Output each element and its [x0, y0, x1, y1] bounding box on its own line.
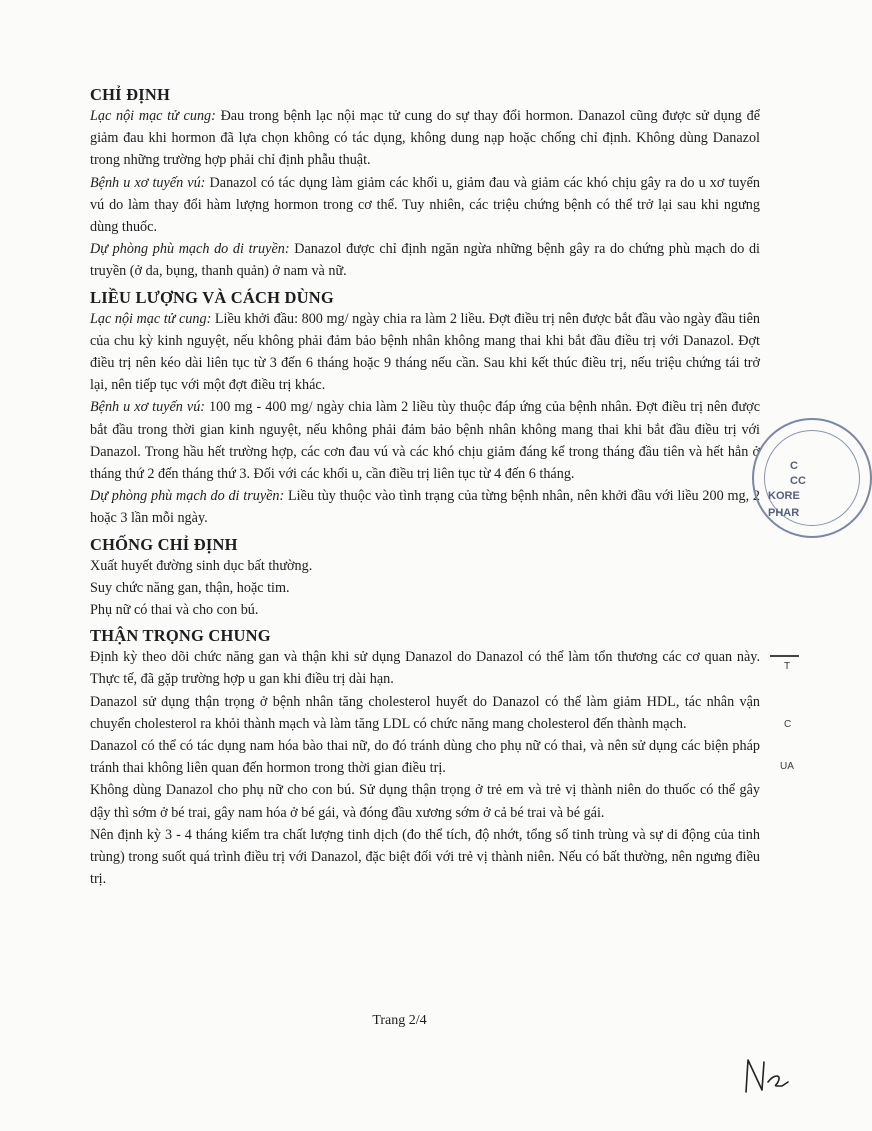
paragraph: [90, 308, 760, 397]
paragraph: Danazol có thể có tác dụng nam hóa bào thai nữ, do đó tránh dùng cho phụ nữ có thai, và nên sử dụng các biện pháp tránh thai không liên quan đến hormon trong thời gian điều trị.: [90, 738, 760, 777]
paragraph: [90, 105, 760, 172]
paragraph: Nên định kỳ 3 - 4 tháng kiểm tra chất lượng tinh dịch (đo thể tích, độ nhớt, tổng số tinh trùng và sự di động của tinh trùng) trong suốt quá trình điều trị với Danazol, đặc biệt đối với trẻ vị thành niên. Nếu có bất thường, nên ngưng điều trị.: [90, 826, 760, 888]
list-item: Xuất huyết đường sinh dục bất thường.: [90, 557, 313, 574]
edge-line: [770, 655, 799, 657]
stamp-text: CC: [790, 475, 806, 487]
inline-label: Bệnh u xơ tuyến vú:: [90, 399, 206, 416]
paragraph-text: Danazol có tác dụng làm giảm các khối u, giảm đau và giảm các khó chịu gây ra do u xơ tuyến vú do làm thay đổi hàm lượng hormon trong cơ thể. Tuy nhiên, các triệu chứng bệnh có thể trở lại sau khi ngưng dùng thuốc.: [90, 174, 761, 236]
inline-label: Lạc nội mạc tử cung:: [90, 108, 216, 124]
paragraph-text: Liều tùy thuộc vào tình trạng của từng bệnh nhân, nên khởi đầu với liều 200 mg, 2 hoặc 3 lần mỗi ngày.: [90, 488, 760, 527]
inline-label: Lạc nội mạc tử cung:: [90, 310, 212, 327]
paragraph-text: Danazol được chỉ định ngăn ngừa những bệnh gây ra do chứng phù mạch do di truyền (ở da, bụng, thanh quản) ở nam và nữ.: [90, 241, 760, 280]
edge-text: T: [784, 661, 791, 672]
edge-text: C: [784, 719, 792, 730]
inline-label: Dự phòng phù mạch do di truyền:: [90, 241, 290, 258]
section-heading-lieu-luong: LIỀU LƯỢNG VÀ CÁCH DÙNG: [90, 287, 334, 307]
document-body: [90, 84, 760, 891]
paragraph: [90, 485, 760, 529]
paragraph-text: Liều khởi đầu: 800 mg/ ngày chia ra làm 2 liều. Đợt điều trị nên được bắt đầu vào ngày đầu tiên của chu kỳ kinh nguyệt, nếu không phải đảm bảo bệnh nhân không mang thai khi bắt đầu điều trị với Danazol. Đợt điều trị nên kéo dài liên tục từ 3 đến 6 tháng hoặc 9 tháng nếu cần. Sau khi kết thúc điều trị, nếu triệu chứng tái trở lại, nên tiếp tục với một đợt điều trị khác.: [90, 310, 760, 394]
paragraph: [90, 172, 760, 239]
signature-mark: [742, 1052, 790, 1098]
paragraph: Định kỳ theo dõi chức năng gan và thận khi sử dụng Danazol do Danazol có thể làm tổn thương các cơ quan này. Thực tế, đã gặp trường hợp u gan khi điều trị dài hạn.: [90, 649, 760, 688]
paragraph: [90, 238, 760, 282]
list-item: Suy chức năng gan, thận, hoặc tim.: [90, 579, 290, 596]
stamp-text: C: [790, 460, 798, 472]
paragraph: Danazol sử dụng thận trọng ở bệnh nhân tăng cholesterol huyết do Danazol có thể làm giảm HDL, tác nhân vận chuyển cholesterol ra khỏi thành mạch và làm tăng LDL có chức năng mang cholesterol đến thành mạch.: [90, 693, 760, 732]
paragraph-text: 100 mg - 400 mg/ ngày chia làm 2 liều tùy thuộc đáp ứng của bệnh nhân. Đợt điều trị nên được bắt đầu trong thời gian kinh nguyệt, nếu không phải đảm bảo bệnh nhân không mang thai khi bắt đầu điều trị với Danazol. Trong hầu hết trường hợp, các cơn đau vú và các khó chịu giảm đáng kể trong tháng đầu tiên và hết hẳn ở tháng thứ 2 đến tháng thứ 3. Đối với các khối u, cần điều trị liên tục từ 4 đến 6 tháng.: [90, 399, 760, 483]
inline-label: Bệnh u xơ tuyến vú:: [90, 174, 206, 191]
paragraph: Không dùng Danazol cho phụ nữ cho con bú. Sử dụng thận trọng ở trẻ em và trẻ vị thành niên do thuốc có thể gây dậy thì sớm ở bé trai, gây nam hóa ở bé gái, và đóng đầu xương sớm ở cả bé trai và bé gái.: [90, 782, 760, 821]
section-heading-chi-dinh: CHỈ ĐỊNH: [90, 85, 170, 104]
stamp-text: KORE: [768, 490, 800, 502]
inline-label: Dự phòng phù mạch do di truyền:: [90, 488, 285, 505]
section-heading-than-trong: THẬN TRỌNG CHUNG: [90, 626, 271, 646]
edge-marks: [768, 655, 799, 780]
page-number: Trang 2/4: [372, 1013, 427, 1028]
paragraph: [90, 396, 760, 485]
section-heading-chong-chi-dinh: CHỐNG CHỈ ĐỊNH: [90, 534, 238, 554]
company-stamp: [752, 418, 872, 538]
edge-text: UA: [780, 761, 794, 772]
list-item: Phụ nữ có thai và cho con bú.: [90, 602, 259, 619]
stamp-text: PHAR: [768, 507, 800, 519]
paragraph-text: Đau trong bệnh lạc nội mạc tử cung do sự thay đổi hormon. Danazol cũng được sử dụng để giảm đau khi hormon đã lựa chọn không có tác dụng, không dung nạp hoặc chống chỉ định. Không dùng Danazol trong những trường hợp phải chỉ định phẫu thuật.: [90, 108, 760, 169]
